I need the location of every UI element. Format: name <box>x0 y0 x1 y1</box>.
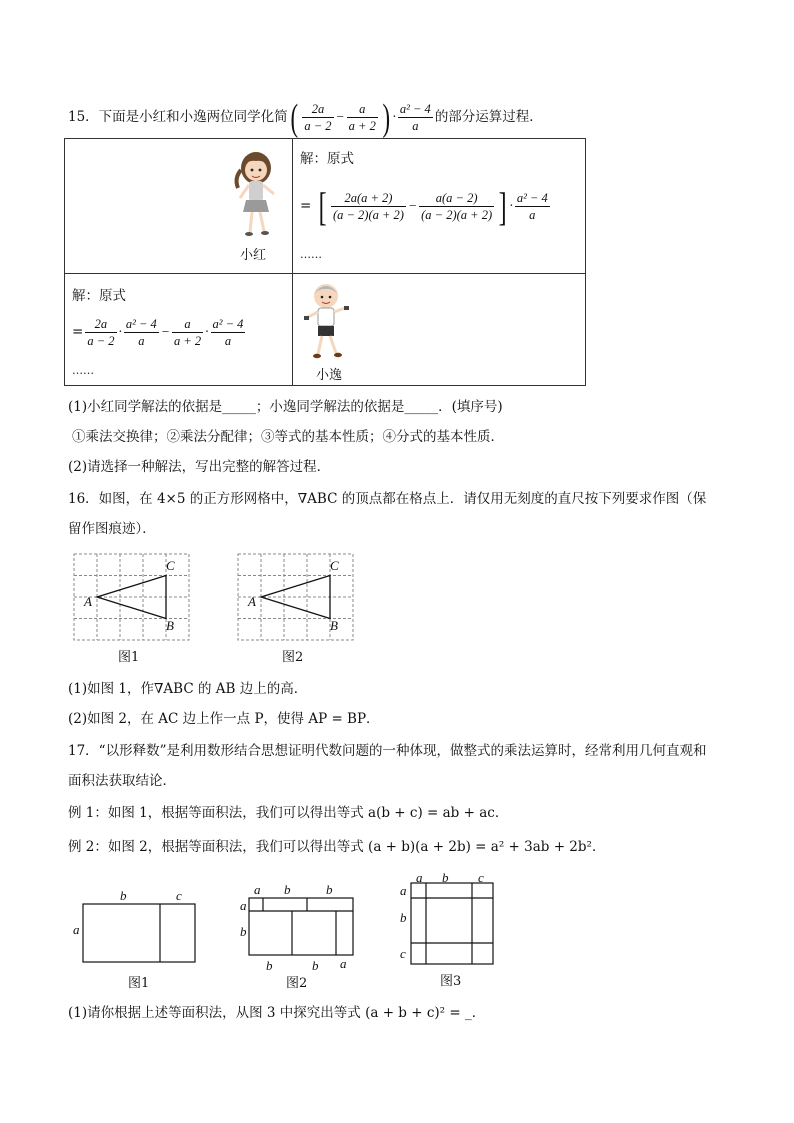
q17-example-2: 例 2：如图 2，根据等面积法，我们可以得出等式 (a + b)(a + 2b) = a² + 3ab + 2b²． <box>68 839 606 855</box>
q17-fig3-caption: 图3 <box>440 974 462 989</box>
q16-part1: (1)如图 1，作∇ABC 的 AB 边上的高． <box>68 681 308 697</box>
q16-fig1-point-a: A <box>84 594 92 609</box>
q17-fig2-label-b-bottom2: b <box>312 958 319 973</box>
xiaohong-dots: …… <box>300 248 322 261</box>
q17-example-1: 例 1：如图 1，根据等面积法，我们可以得出等式 a(b + c) = ab + ac． <box>68 805 509 821</box>
q17-stem-line2: 面积法获取结论． <box>68 773 176 789</box>
xiaoyi-solution-expr: = $\frac{2a}{a - 2}$ · $\frac{\text{a² − 4}}{a}$ − $\frac{a}{a + 2}$ · $\frac{\text{a² − 4}}{a}$ <box>72 317 244 349</box>
q16-stem-line1: 16．如图，在 4×5 的正方形网格中，∇ABC 的顶点都在格点上．请仅用无刻度的直尺按下列要求作图（保 <box>68 491 707 507</box>
q15-stem: 15．下面是小红和小逸两位同学化简( $\frac{2a}{a - 2}$ − $\frac{a}{a + 2}$ ) · $\frac{\text{a² − 4}}{a}$ 的部分运算过程． <box>68 96 543 139</box>
xiaohong-solution-label: 解：原式 <box>300 151 354 167</box>
q17-fig3-label-a-left: a <box>400 883 407 898</box>
q17-fig1-label-c: c <box>176 888 182 903</box>
q17-fig2-caption: 图2 <box>286 976 308 991</box>
q15-options: ①乘法交换律；②乘法分配律；③等式的基本性质；④分式的基本性质． <box>72 429 504 445</box>
q16-fig2-point-b: B <box>330 618 338 633</box>
q17-fig2-label-b-top1: b <box>284 882 291 897</box>
xiaoyi-name: 小逸 <box>316 368 343 383</box>
q16-fig1-caption: 图1 <box>118 650 140 665</box>
boy-illustration <box>298 280 354 362</box>
q16-fig2-point-c: C <box>330 558 339 573</box>
q17-fig3-label-c-top: c <box>478 870 484 885</box>
q17-stem-line1: 17．“以形释数”是利用数形结合思想证明代数问题的一种体现，做整式的乘法运算时，经常利用几何直观和 <box>68 743 707 759</box>
q15-frac-1: $\frac{2a}{a - 2}$ <box>304 102 332 134</box>
q17-fig3-label-c-left: c <box>400 946 406 961</box>
q17-part1: (1)请你根据上述等面积法，从图 3 中探究出等式 (a + b + c)² = _． <box>68 1005 486 1021</box>
q16-fig1-point-c: C <box>166 558 175 573</box>
xiaohong-name: 小红 <box>240 248 267 263</box>
q16-stem-line2: 留作图痕迹）． <box>68 521 156 537</box>
q15-frac-3: $\frac{\text{a² − 4}}{a}$ <box>399 102 431 134</box>
girl-illustration <box>226 148 286 240</box>
xiaohong-solution-expr: = [ $\frac{2a(a + 2)}{(a - 2)(a + 2)}$ − $\frac{a(a - 2)}{(a - 2)(a + 2)}$ ] · $\frac{\text{a² − 4}}{a}$ <box>300 183 548 229</box>
q17-fig2-label-b-left: b <box>240 924 247 939</box>
q15-part1: (1)小红同学解法的依据是_____；小逸同学解法的依据是_____．(填序号) <box>68 399 503 415</box>
q16-fig1-point-b: B <box>166 618 174 633</box>
q17-fig2-label-a-bottom: a <box>340 956 347 971</box>
q17-fig1-label-b: b <box>120 888 127 903</box>
q17-fig2-label-b-bottom1: b <box>266 958 273 973</box>
q17-fig1-caption: 图1 <box>128 976 150 991</box>
q17-fig2-label-a-top: a <box>254 882 261 897</box>
q17-figure-1 <box>82 903 198 965</box>
q17-fig3-label-a-top: a <box>416 870 423 885</box>
q16-part2: (2)如图 2，在 AC 边上作一点 P，使得 AP = BP． <box>68 711 380 727</box>
q16-fig2-point-a: A <box>248 594 256 609</box>
q17-fig3-label-b-left: b <box>400 910 407 925</box>
q17-fig1-label-a: a <box>73 922 80 937</box>
q17-fig2-label-b-top2: b <box>326 882 333 897</box>
xiaoyi-dots: …… <box>72 364 94 377</box>
q17-fig3-label-b-top: b <box>442 870 449 885</box>
q15-part2: (2)请选择一种解法，写出完整的解答过程． <box>68 459 331 475</box>
q17-figure-3 <box>410 882 496 966</box>
q15-frac-2: $\frac{a}{a + 2}$ <box>348 102 376 134</box>
q16-fig2-caption: 图2 <box>282 650 304 665</box>
xiaoyi-solution-label: 解：原式 <box>72 288 126 304</box>
q17-figure-2 <box>248 897 356 957</box>
q17-fig2-label-a-left: a <box>240 898 247 913</box>
